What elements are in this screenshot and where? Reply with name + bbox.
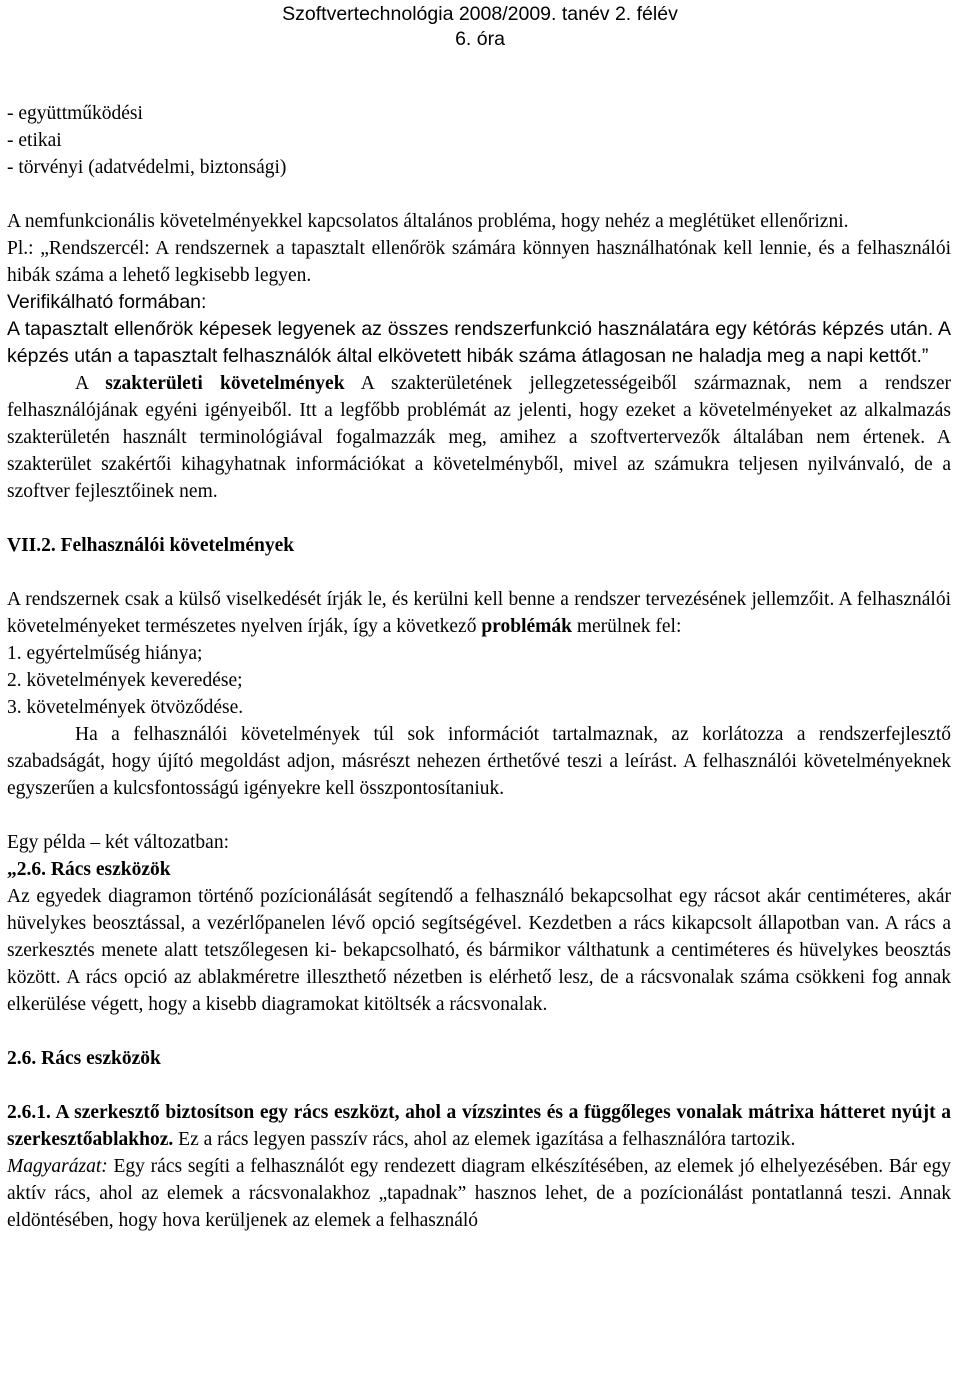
paragraph-nonfunctional: A nemfunkcionális követelményekkel kapcsolatos általános probléma, hogy nehéz a meglétüket ellenőrizni. (7, 211, 849, 232)
spacer (7, 559, 951, 586)
paragraph-too-much-info: Ha a felhasználói követelmények túl sok információt tartalmaznak, az korlátozza a rendszerfejlesztő szabadságát, hogy újító megoldást adjon, másrészt nehezen érthetővé teszi a leírást. A felhasználói követelményeknek egyszerűen a kulcsfontosságú igényekre kell összpontosítaniuk. (7, 724, 951, 799)
requirement-bold: 2.6.1. A szerkesztő biztosítson egy rács eszközt, ahol a vízszintes és a függőleges vonalak mátrixa hátteret nyújt a szerkesztőablakhoz. (7, 1102, 951, 1150)
list-item: - etikai (7, 130, 62, 151)
bold-term: problémák (481, 616, 572, 637)
explanation-label: Magyarázat: (7, 1156, 108, 1177)
example1-text: Az egyedek diagramon történő pozícionálását segítendő a felhasználó bekapcsolhat egy rácsot akár centiméteres, akár hüvelykes beosztással, a vezérlőpanelen lévő opció segítségével. Kezdetben a rács kikapcsolt állapotban van. A rács a szerkesztés menete alatt tetszőlegesen ki- bekapcsolható, és bármikor válthatunk a centiméteres és hüvelykes beosztás között. A rács opció az ablakméretre illeszthető nézetben is elérhető lesz, de a rácsvonalak száma csökkeni fog annak elkerülése végett, hogy a kisebb diagramokat kitöltsék a rácsvonalak. (7, 886, 951, 1015)
header-subtitle: 6. óra (455, 28, 505, 50)
paragraph-example: Pl.: „Rendszercél: A rendszernek a tapasztalt ellenőrök számára könnyen használhatónak kell lennie, és a felhasználói hibák száma a lehető legkisebb legyen. (7, 238, 951, 286)
paragraph-verifiable: A tapasztalt ellenőrök képesek legyenek az összes rendszerfunkció használatára egy kétórás képzés után. A képzés után a tapasztalt felhasználók által elkövetett hibák száma átlagosan ne haladja meg a napi kettőt.” (7, 318, 951, 367)
list-item: 1. egyértelműség hiánya; (7, 643, 203, 664)
list-item: 2. követelmények keveredése; (7, 670, 243, 691)
text-run: Egy rács segíti a felhasználót egy rendezett diagram elkészítésében, az elemek jó elhelyezésében. Bár egy aktív rács, ahol az elemek a rácsvonalakhoz „tapadnak” hasznos lehet, de a pozícionálást pontatlanná teszi. Annak eldöntésében, hogy hova kerüljenek az elemek a felhasználó (7, 1156, 951, 1231)
example2-requirement (7, 1099, 951, 1153)
explanation (7, 1153, 951, 1234)
list-item: - együttműködési (7, 103, 143, 124)
bold-term: szakterületi követelmények (105, 373, 345, 394)
text-run: merülnek fel: (571, 616, 682, 637)
verifiable-label: Verifikálható formában: (7, 291, 207, 313)
list-item: 3. követelmények ötvöződése. (7, 697, 244, 718)
list-item: - törvényi (adatvédelmi, biztonsági) (7, 157, 287, 178)
spacer (7, 1018, 951, 1045)
text-run: A (75, 373, 106, 394)
spacer (7, 802, 951, 829)
text-run: Ez a rács legyen passzív rács, ahol az elemek igazítása a felhasználóra tartozik. (173, 1129, 796, 1150)
section-heading: VII.2. Felhasználói követelmények (7, 535, 295, 556)
paragraph-user-requirements (7, 586, 951, 640)
paragraph-domain-requirements (7, 370, 951, 505)
example-intro: Egy példa – két változatban: (7, 832, 230, 853)
text-run: A rendszernek csak a külső viselkedését írják le, és kerülni kell benne a rendszer tervezésének jellemzőit. A felhasználói követelményeket természetes nyelven írják, így a következő (7, 589, 951, 637)
text-run: A szakterületének jellegzetességeiből származnak, nem a rendszer felhasználójának egyéni igényeiből. Itt a legfőbb problémát az jelenti, hogy ezeket a követelményeket az alkalmazás szakterületén használt terminológiával fogalmazzák meg, amihez a szoftvertervezők általában nem értenek. A szakterület szakértői kihagyhatnak információkat a követelményből, mivel az számukra teljesen nyilvánvaló, de a szoftver fejlesztőinek nem. (7, 373, 951, 502)
example2-heading: 2.6. Rács eszközök (7, 1048, 161, 1069)
spacer (7, 1072, 951, 1099)
example1-heading: „2.6. Rács eszközök (7, 859, 171, 880)
header-title: Szoftvertechnológia 2008/2009. tanév 2. félév (282, 3, 678, 25)
page-header (0, 2, 960, 52)
spacer (7, 181, 951, 208)
document-body (7, 100, 951, 1234)
spacer (7, 505, 951, 532)
